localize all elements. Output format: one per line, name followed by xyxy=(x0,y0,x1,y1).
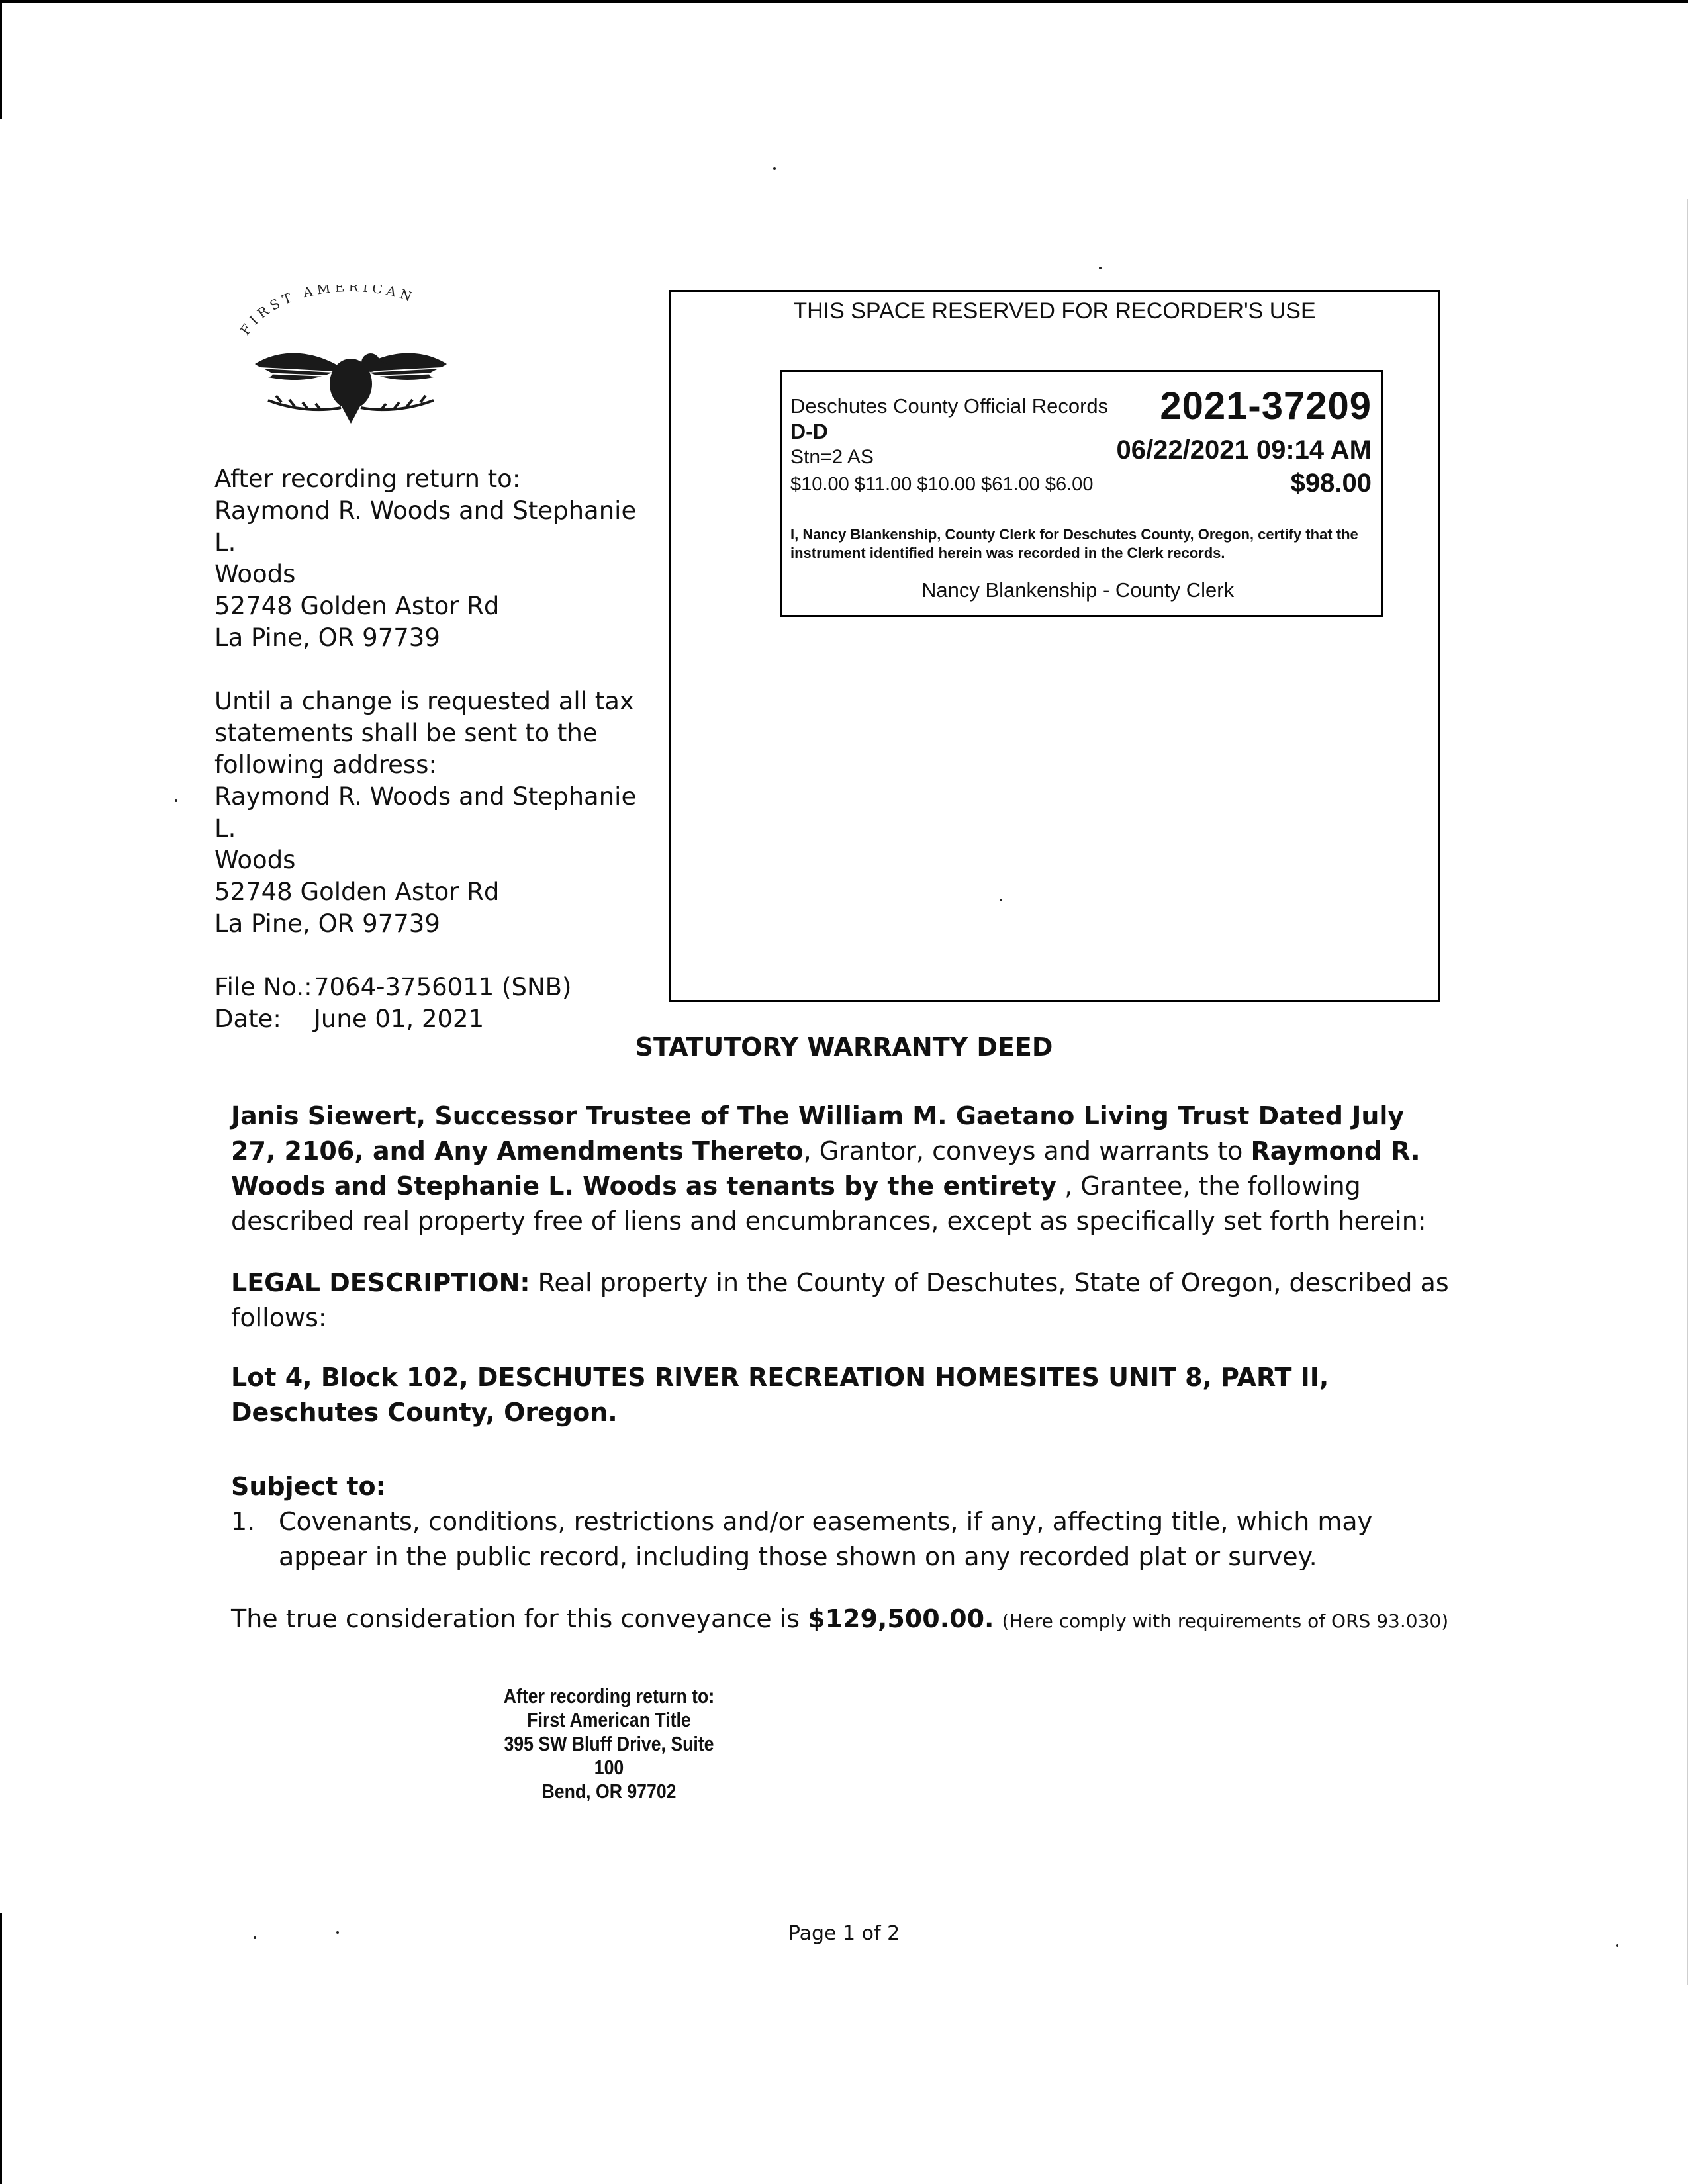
return-label: After recording return to: xyxy=(214,465,521,493)
tax-name-line1: Raymond R. Woods and Stephanie L. xyxy=(214,782,637,842)
list-item xyxy=(231,1504,1456,1574)
recorder-box-title: THIS SPACE RESERVED FOR RECORDER'S USE xyxy=(793,298,1316,324)
subject-to-section xyxy=(231,1469,1456,1574)
address-column xyxy=(214,463,665,1035)
return-street: 52748 Golden Astor Rd xyxy=(214,592,500,620)
file-date-label: Date: xyxy=(214,1005,281,1033)
consideration-text: The true consideration for this conveyance is xyxy=(231,1604,808,1633)
recording-total: $98.00 xyxy=(1290,469,1372,498)
second-return-street: 395 SW Bluff Drive, Suite 100 xyxy=(504,1732,714,1779)
left-border-rule-bottom xyxy=(0,1913,2,2184)
official-records-label: Deschutes County Official Records xyxy=(790,394,1109,418)
file-date-value: June 01, 2021 xyxy=(314,1005,485,1033)
lot-description xyxy=(231,1360,1456,1430)
tax-city: La Pine, OR 97739 xyxy=(214,909,440,938)
tax-street: 52748 Golden Astor Rd xyxy=(214,878,500,906)
recording-datetime: 06/22/2021 09:14 AM xyxy=(1116,435,1372,465)
page-number: Page 1 of 2 xyxy=(788,1922,900,1945)
clerk-signature: Nancy Blankenship - County Clerk xyxy=(921,578,1235,602)
scan-speck xyxy=(1000,899,1002,901)
clerk-certification: I, Nancy Blankenship, County Clerk for Deschutes County, Oregon, certify that the instrument identified herein was recorded in the Clerk records. xyxy=(790,526,1358,561)
scan-speck xyxy=(175,799,177,802)
tax-label-line2: statements shall be sent to the xyxy=(214,719,598,747)
record-number: 2021-37209 xyxy=(1160,385,1372,428)
consideration-statement xyxy=(231,1602,1456,1639)
list-item-text: Covenants, conditions, restrictions and/or easements, if any, affecting title, which may appear in the public record, including those shown on any recorded plat or survey. xyxy=(279,1507,1373,1571)
company-logo xyxy=(228,285,473,430)
return-name-line2: Woods xyxy=(214,560,296,588)
scan-speck xyxy=(336,1931,339,1934)
ors-note: (Here comply with requirements of ORS 93.030) xyxy=(1002,1610,1449,1632)
scan-speck xyxy=(1099,267,1102,269)
top-border-rule xyxy=(0,0,1688,3)
deed-title: STATUTORY WARRANTY DEED xyxy=(635,1032,1053,1062)
file-number-value: 7064-3756011 (SNB) xyxy=(314,973,572,1001)
return-name-line1: Raymond R. Woods and Stephanie L. xyxy=(214,496,637,557)
second-return-city: Bend, OR 97702 xyxy=(541,1780,677,1803)
consideration-period: . xyxy=(984,1604,994,1633)
recording-stamp xyxy=(780,370,1383,617)
legal-description-text: Real property in the County of Deschutes, State of Oregon, described as follows: xyxy=(231,1268,1449,1332)
tax-label-line3: following address: xyxy=(214,751,437,779)
list-item-number: 1. xyxy=(231,1507,256,1536)
recording-fees: $10.00 $11.00 $10.00 $61.00 $6.00 xyxy=(790,474,1094,495)
subject-to-label: Subject to: xyxy=(231,1472,386,1501)
consideration-amount: $129,500.00 xyxy=(808,1604,985,1633)
lot-description-text: Lot 4, Block 102, DESCHUTES RIVER RECREATION HOMESITES UNIT 8, PART II, Deschutes County, Oregon. xyxy=(231,1363,1329,1427)
scan-speck xyxy=(254,1936,256,1939)
tax-name-line2: Woods xyxy=(214,846,296,874)
recorder-box xyxy=(669,290,1440,1002)
scan-speck xyxy=(1616,1944,1618,1947)
file-number xyxy=(214,972,665,1003)
grantor-name: Janis Siewert, Successor Trustee of The William M. Gaetano Living Trust Dated July 27, 2106, and Any Amendments Thereto xyxy=(231,1101,1405,1165)
tax-label-line1: Until a change is requested all tax xyxy=(214,687,634,715)
second-return-label: After recording return to: xyxy=(503,1684,715,1707)
eagle-icon xyxy=(228,285,473,430)
return-city: La Pine, OR 97739 xyxy=(214,623,440,652)
file-date xyxy=(214,1003,665,1035)
logo-arc-text: FIRST AMERICAN xyxy=(236,285,418,338)
conveyance-rest-text: , Grantee, the following described real property free of liens and encumbrances, except as specifically set forth herein: xyxy=(231,1171,1427,1236)
document-type: D-D xyxy=(790,420,828,443)
file-number-label: File No.: xyxy=(214,973,312,1001)
conveys-text: , Grantor, conveys and warrants to xyxy=(803,1136,1251,1165)
station-code: Stn=2 AS xyxy=(790,446,874,468)
legal-description-label: LEGAL DESCRIPTION: xyxy=(231,1268,530,1297)
conveyance-paragraph xyxy=(231,1099,1456,1239)
legal-description xyxy=(231,1265,1456,1336)
second-return-company: First American Title xyxy=(527,1708,691,1731)
left-border-rule xyxy=(0,0,2,119)
scan-speck xyxy=(773,167,776,170)
second-return-stamp xyxy=(495,1684,723,1803)
grantee-name: Raymond R. Woods and Stephanie L. Woods as tenants by the entirety xyxy=(231,1136,1421,1201)
